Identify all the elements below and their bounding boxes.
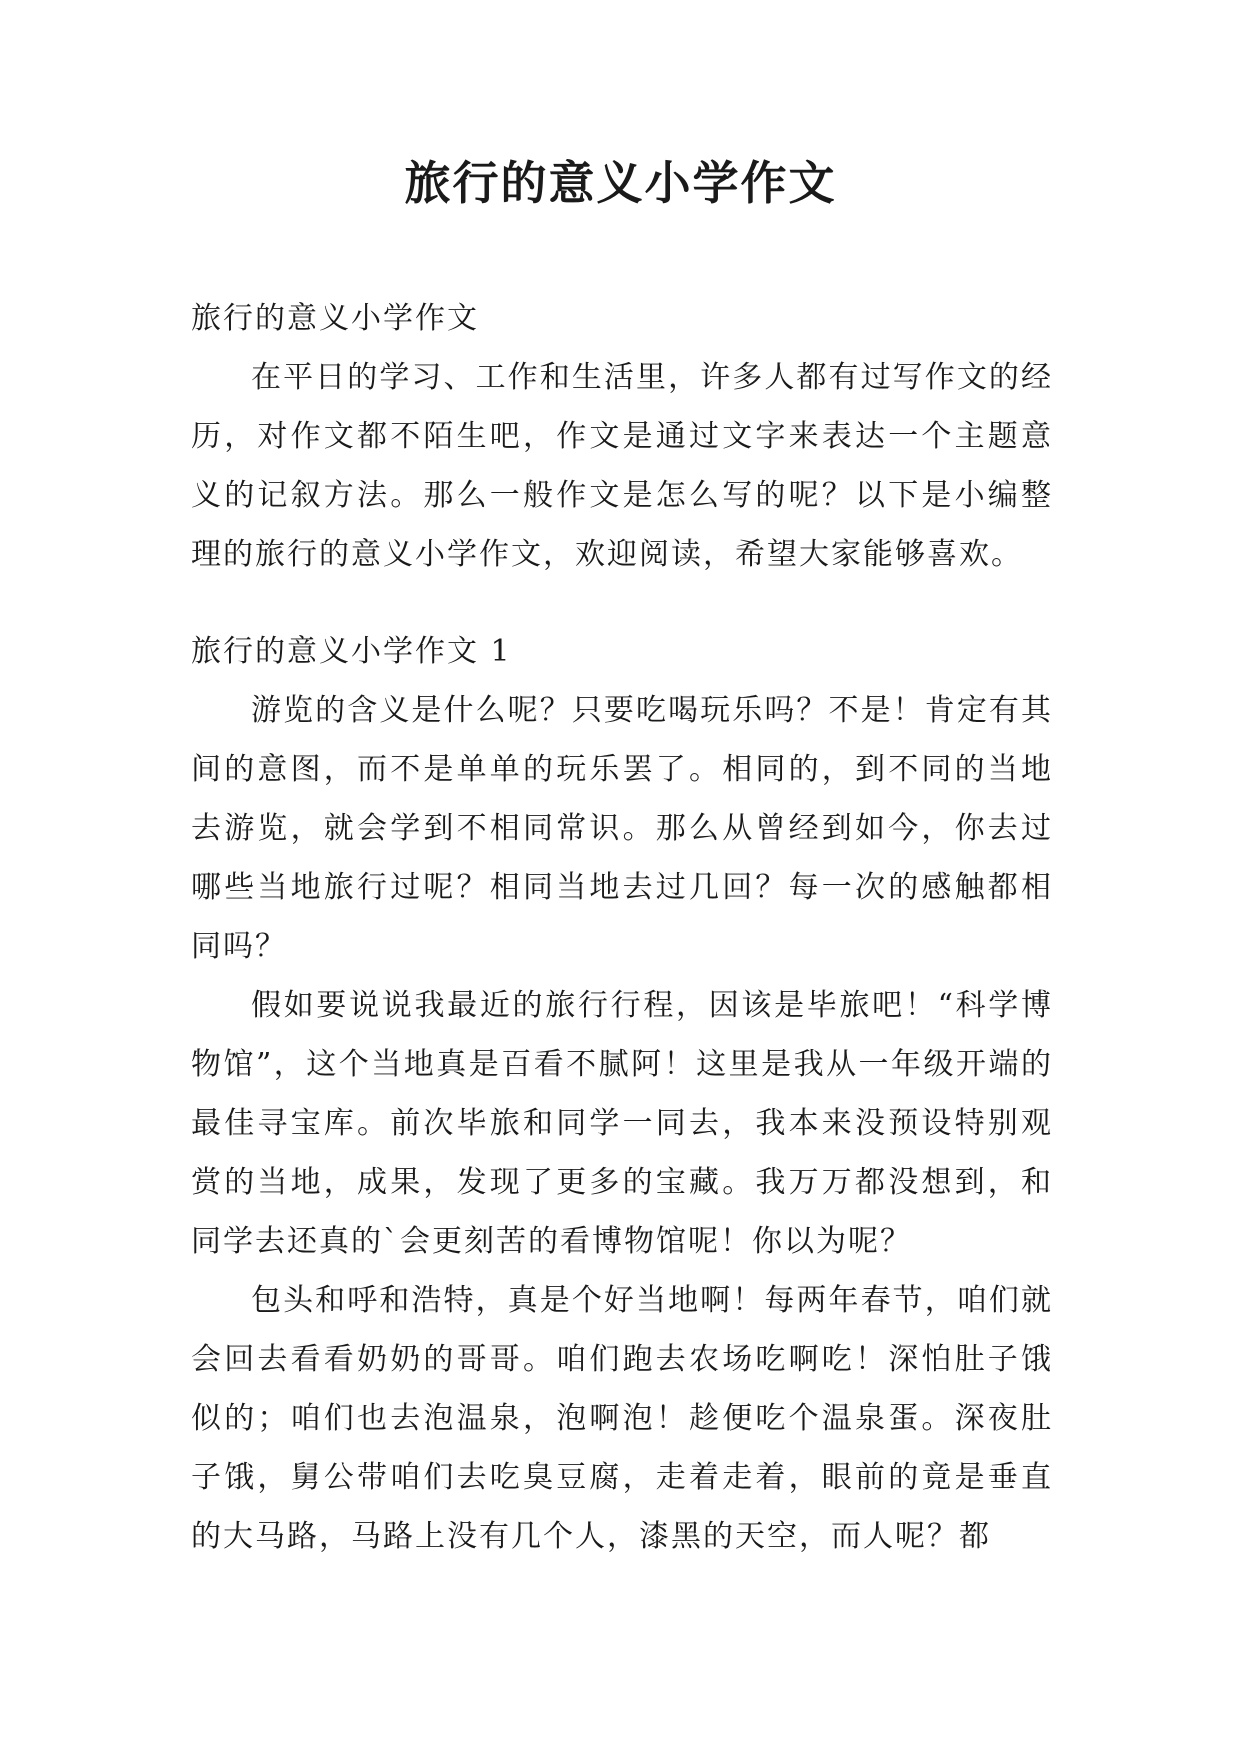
intro-paragraph: 在平日的学习、工作和生活里，许多人都有过写作文的经历，对作文都不陌生吧，作文是通过文字来表达一个主题意义的记叙方法。那么一般作文是怎么写的呢？以下是小编整理的旅行的意义小学作文，欢迎阅读，希望大家能够喜欢。 [191,360,1053,572]
essay-1-paragraph: 假如要说说我最近的旅行行程，因该是毕旅吧！“科学博物馆”，这个当地真是百看不腻阿！这里是我从一年级开端的最佳寻宝库。前次毕旅和同学一同去，我本来没预设特别观赏的当地，成果，发现了更多的宝藏。我万万都没想到，和同学去还真的`会更刻苦的看博物馆呢！你以为呢？ [191,988,1053,1259]
section-spacer [191,584,1053,622]
essay-1-paragraph: 包头和呼和浩特，真是个好当地啊！每两年春节，咱们就会回去看看奶奶的哥哥。咱们跑去农场吃啊吃！深怕肚子饿似的；咱们也去泡温泉，泡啊泡！趁便吃个温泉蛋。深夜肚子饿，舅公带咱们去吃臭豆腐，走着走着，眼前的竟是垂直的大马路，马路上没有几个人，漆黑的天空，而人呢？都 [191,1283,1053,1554]
document-body [191,289,1053,1566]
essay-1-paragraph: 游览的含义是什么呢？只要吃喝玩乐吗？不是！肯定有其间的意图，而不是单单的玩乐罢了。相同的，到不同的当地去游览，就会学到不相同常识。那么从曾经到如今，你去过哪些当地旅行过呢？相同当地去过几回？每一次的感触都相同吗？ [191,693,1053,964]
essay-1-heading: 旅行的意义小学作文 1 [191,634,512,669]
intro-heading: 旅行的意义小学作文 [191,301,479,336]
document-title: 旅行的意义小学作文 [404,156,837,210]
